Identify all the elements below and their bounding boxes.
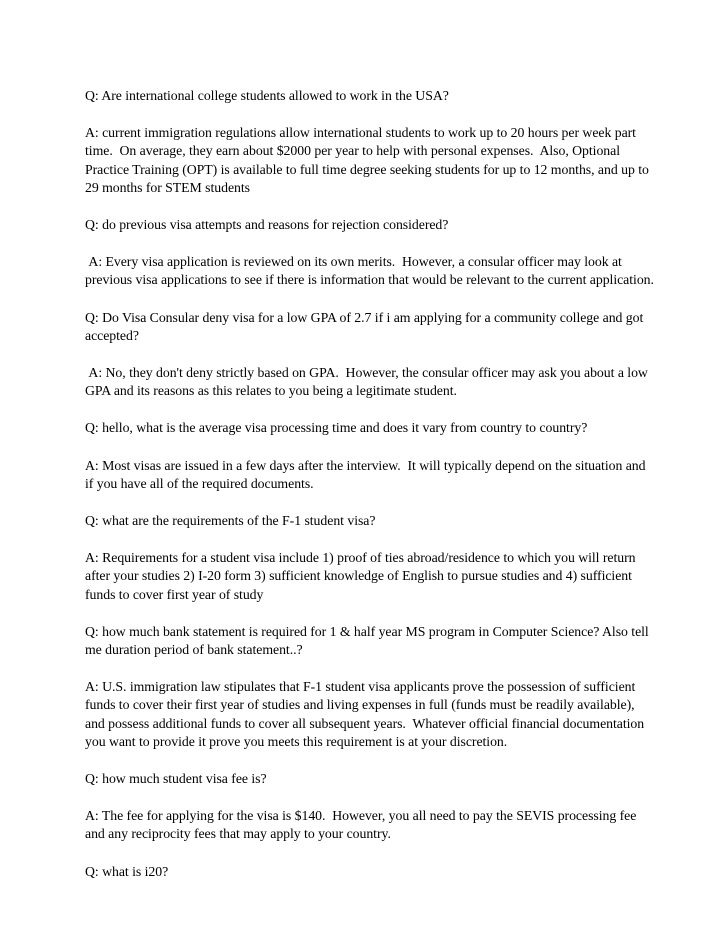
question-f1-requirements: Q: what are the requirements of the F-1 student visa? — [85, 513, 376, 529]
question-visa-fee: Q: how much student visa fee is? — [85, 771, 267, 787]
answer-processing-time: A: Most visas are issued in a few days after the interview. It will typically depend on the situation and if you have all of the required documents. — [85, 457, 649, 491]
answer-previous-visa-attempts: A: Every visa application is reviewed on its own merits. However, a consular officer may look at previous visa applications to see if there is information that would be relevant to the current application. — [85, 254, 654, 288]
answer-f1-requirements: A: Requirements for a student visa include 1) proof of ties abroad/residence to which you will return after your studies 2) I-20 form 3) sufficient knowledge of English to pursue studies and 4) sufficient funds to cover first year of study — [85, 550, 639, 602]
answer-bank-statement: A: U.S. immigration law stipulates that F-1 student visa applicants prove the possession of sufficient funds to cover their first year of studies and living expenses in full (funds must be readily available), and possess additional funds to cover all subsequent years. Whatever official financial documentation you want to provide it prove you meets this requirement is at your discretion. — [85, 679, 648, 749]
answer-low-gpa: A: No, they don't deny strictly based on GPA. However, the consular officer may ask you about a low GPA and its reasons as this relates to you being a legitimate student. — [85, 365, 652, 399]
question-work-in-usa: Q: Are international college students allowed to work in the USA? — [85, 88, 449, 103]
question-previous-visa-attempts: Q: do previous visa attempts and reasons for rejection considered? — [85, 217, 449, 233]
answer-visa-fee: A: The fee for applying for the visa is $140. However, you all need to pay the SEVIS processing fee and any reciprocity fees that may apply to your country. — [85, 808, 640, 842]
question-processing-time: Q: hello, what is the average visa processing time and does it vary from country to country? — [85, 420, 588, 436]
question-bank-statement: Q: how much bank statement is required for 1 & half year MS program in Computer Science? Also tell me duration period of bank statement..? — [85, 623, 653, 658]
answer-work-in-usa: A: current immigration regulations allow international students to work up to 20 hours per week part time. On average, they earn about $2000 per year to help with personal expenses. Also, Optional Practice Training (OPT) is available to full time degree seeking students for up to 12 months, and up to 29 months for STEM students — [85, 125, 653, 195]
question-i20: Q: what is i20? — [85, 863, 169, 879]
question-low-gpa: Q: Do Visa Consular deny visa for a low GPA of 2.7 if i am applying for a community college and got accepted? — [85, 309, 647, 343]
